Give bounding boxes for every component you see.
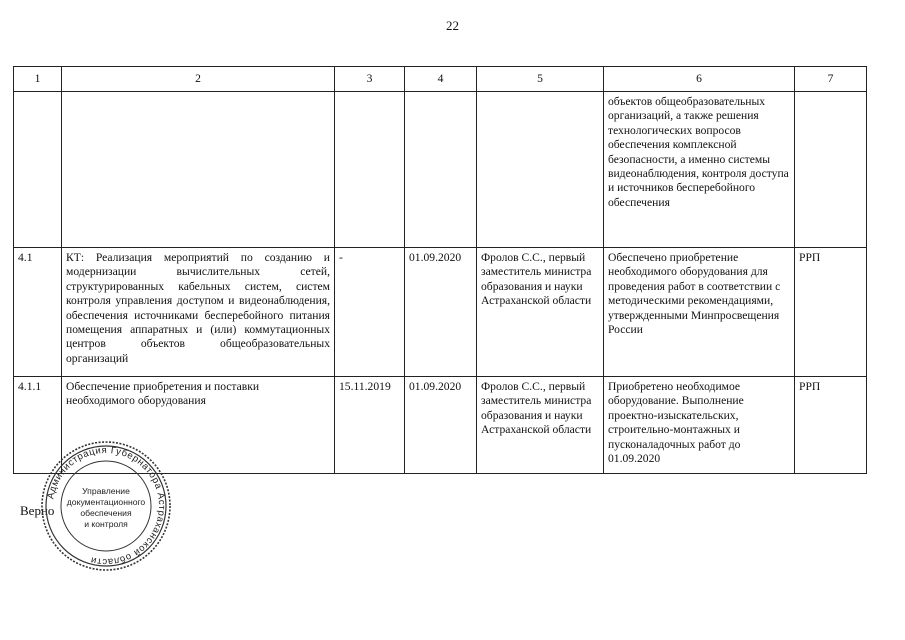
cell-start-date: - bbox=[335, 248, 405, 377]
cell-end-date: 01.09.2020 bbox=[405, 248, 477, 377]
stamp-line-3: обеспечения bbox=[80, 508, 132, 518]
stamp-line-1: Управление bbox=[82, 486, 130, 496]
table-row bbox=[14, 248, 867, 377]
column-header-1: 1 bbox=[14, 67, 62, 92]
cell-type bbox=[795, 92, 867, 248]
cell-responsible: Фролов С.С., первый заместитель министра образования и науки Астраханской области bbox=[477, 377, 604, 474]
table-row bbox=[14, 92, 867, 248]
verno-label: Верно bbox=[20, 503, 55, 518]
cell-result: Обеспечено приобретение необходимого оборудования для проведения работ в соответствии с методическими рекомендациями, утвержденными Минпросвещения России bbox=[604, 248, 795, 377]
cell-number bbox=[14, 92, 62, 248]
cell-event: Обеспечение приобретения и поставки необходимого оборудования bbox=[62, 377, 335, 474]
column-header-7: 7 bbox=[795, 67, 867, 92]
official-stamp bbox=[40, 440, 172, 572]
cell-number: 4.1 bbox=[14, 248, 62, 377]
cell-start-date: 15.11.2019 bbox=[335, 377, 405, 474]
cell-end-date bbox=[405, 92, 477, 248]
cell-responsible: Фролов С.С., первый заместитель министра образования и науки Астраханской области bbox=[477, 248, 604, 377]
plan-table bbox=[13, 66, 867, 474]
cell-event: КТ: Реализация мероприятий по созданию и модернизации вычислительных сетей, структурированных кабельных систем, систем контроля управления доступом и видеонаблюдения, обеспечения источниками бесперебойного питания помещения аппаратных и (или) коммутационных центров объектов общеобразовательных организаций bbox=[62, 248, 335, 377]
cell-number: 4.1.1 bbox=[14, 377, 62, 474]
column-header-2: 2 bbox=[62, 67, 335, 92]
column-header-4: 4 bbox=[405, 67, 477, 92]
column-header-5: 5 bbox=[477, 67, 604, 92]
cell-type: РРП bbox=[795, 248, 867, 377]
cell-event bbox=[62, 92, 335, 248]
page-number: 22 bbox=[446, 18, 459, 33]
cell-end-date: 01.09.2020 bbox=[405, 377, 477, 474]
cell-type: РРП bbox=[795, 377, 867, 474]
cell-result: Приобретено необходимое оборудование. Выполнение проектно-изыскательских, строительно-монтажных и пусконаладочных работ до 01.09.2020 bbox=[604, 377, 795, 474]
stamp-outer-text: Администрация Губернатора Астраханской области bbox=[45, 444, 168, 568]
column-header-3: 3 bbox=[335, 67, 405, 92]
cell-responsible bbox=[477, 92, 604, 248]
column-header-6: 6 bbox=[604, 67, 795, 92]
cell-start-date bbox=[335, 92, 405, 248]
cell-result: объектов общеобразовательных организаций, а также решения технологических вопросов обеспечения комплексной безопасности, а именно системы видеонаблюдения, контроля доступа и источников бесперебойного обеспечения bbox=[604, 92, 795, 248]
header-row bbox=[14, 67, 867, 92]
stamp-line-2: документационного bbox=[66, 497, 146, 507]
stamp-line-4: и контроля bbox=[84, 519, 128, 529]
